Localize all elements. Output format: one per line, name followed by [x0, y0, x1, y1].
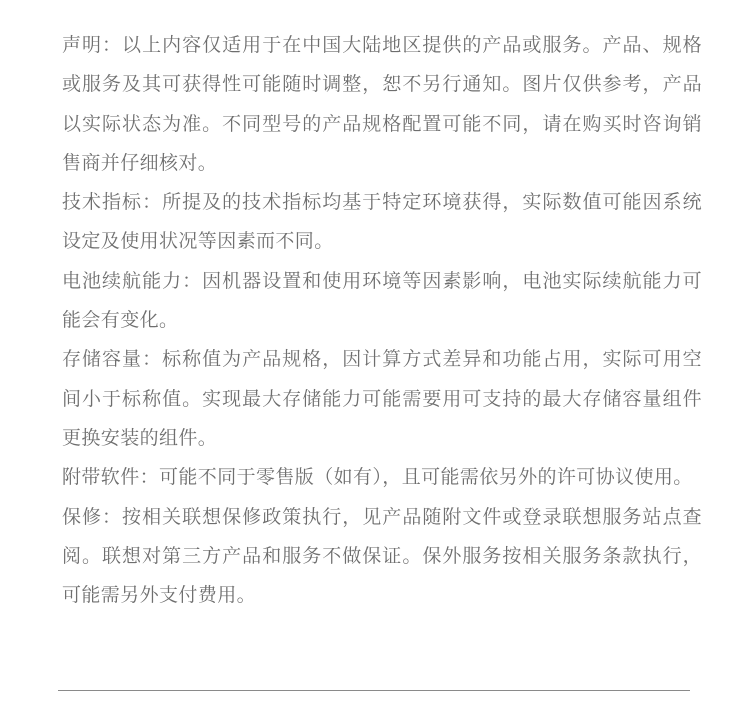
disclaimer-block: [62, 26, 702, 615]
bottom-divider: [58, 690, 690, 691]
warranty-paragraph: 保修：按相关联想保修政策执行，见产品随附文件或登录联想服务站点查阅。联想对第三方产品和服务不做保证。保外服务按相关服务条款执行，可能需另外支付费用。: [62, 505, 702, 607]
software-paragraph: 附带软件：可能不同于零售版（如有），且可能需依另外的许可协议使用。: [62, 466, 693, 489]
battery-paragraph: 电池续航能力：因机器设置和使用环境等因素影响，电池实际续航能力可能会有变化。: [62, 269, 702, 332]
statement-paragraph: 声明：以上内容仅适用于在中国大陆地区提供的产品或服务。产品、规格或服务及其可获得性可能随时调整，恕不另行通知。图片仅供参考，产品以实际状态为准。不同型号的产品规格配置可能不同，请在购买时咨询销售商并仔细核对。: [62, 34, 702, 174]
storage-paragraph: 存储容量：标称值为产品规格，因计算方式差异和功能占用，实际可用空间小于标称值。实现最大存储能力可能需要用可支持的最大存储容量组件更换安装的组件。: [62, 348, 702, 449]
tech-specs-paragraph: 技术指标：所提及的技术指标均基于特定环境获得，实际数值可能因系统设定及使用状况等因素而不同。: [62, 191, 702, 253]
